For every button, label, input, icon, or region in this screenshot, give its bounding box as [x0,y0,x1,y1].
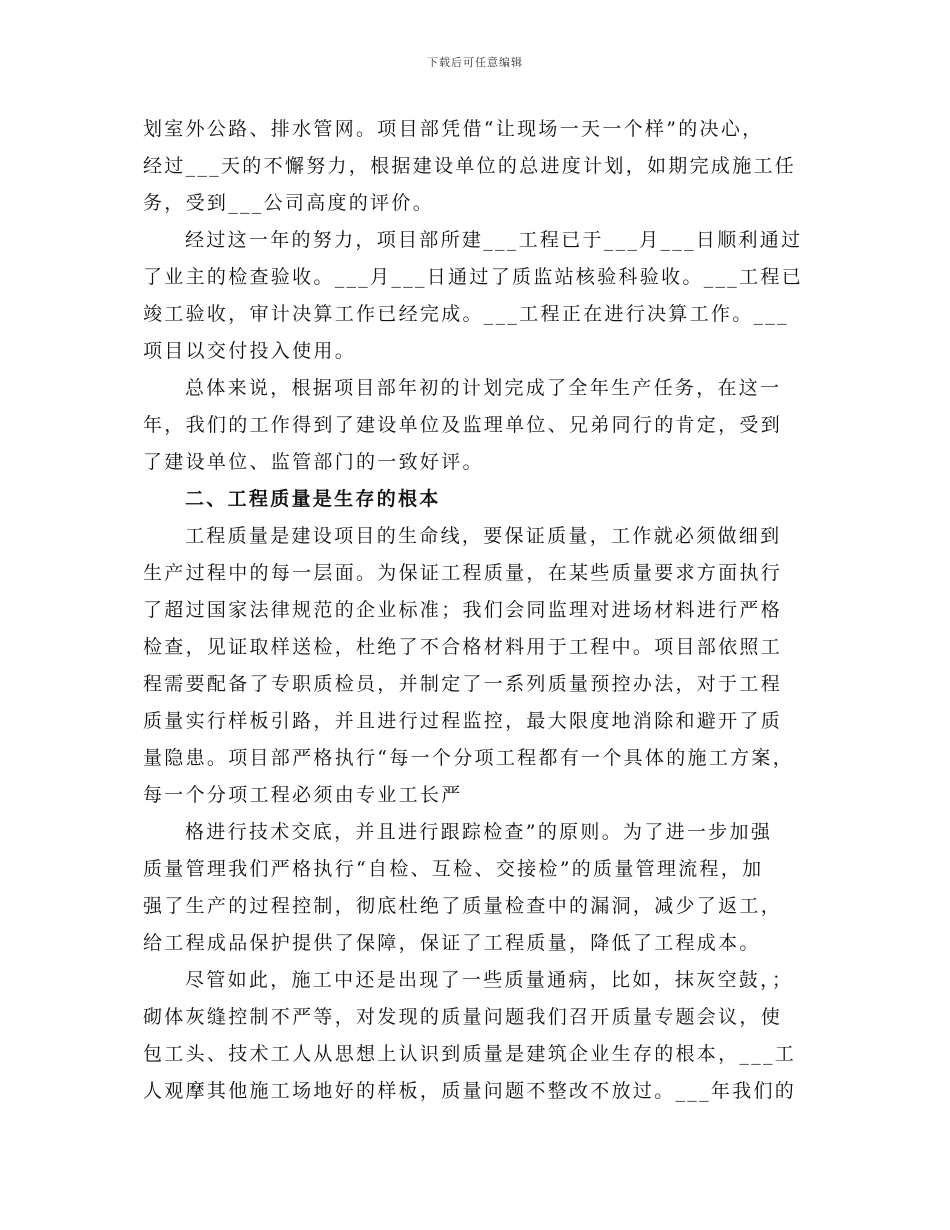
page-header: 下载后可任意编辑 [427,56,523,69]
text-line: 经过___天的不懈努力，根据建设单位的总进度计划，如期完成施工任 [143,155,797,177]
text-line: 年，我们的工作得到了建设单位及监理单位、兄弟同行的肯定，受到 [143,414,783,436]
text-line: 生产过程中的每一层面。为保证工程质量，在某些质量要求方面执行 [143,562,783,584]
text-line: 强了生产的过程控制，彻底杜绝了质量检查中的漏洞，减少了返工， [143,895,783,917]
text-line: 每一个分项工程必须由专业工长严 [143,784,463,806]
document-body [143,111,813,1110]
text-line: 量隐患。项目部严格执行“每一个分项工程都有一个具体的施工方案， [143,747,795,769]
text-line: 了业主的检查验收。___月___日通过了质监站核验科验收。___工程已 [143,266,804,288]
section-heading: 二、工程质量是生存的根本 [185,488,441,510]
text-line: 人观摩其他施工场地好的样板，质量问题不整改不放过。___年我们的 [143,1080,797,1102]
text-line: 检查，见证取样送检，杜绝了不合格材料用于工程中。项目部依照工 [143,636,783,658]
text-line: 包工头、技术工人从思想上认识到质量是建筑企业生存的根本，___工 [143,1043,797,1065]
text-line: 程需要配备了专职质检员，并制定了一系列质量预控办法，对于工程 [143,673,783,695]
text-line: 务，受到___公司高度的评价。 [143,192,435,214]
text-line: 质量管理我们严格执行“自检、互检、交接检”的质量管理流程，加 [143,858,764,880]
text-line: 砌体灰缝控制不严等，对发现的质量问题我们召开质量专题会议，使 [143,1006,783,1028]
text-line: 工程质量是建设项目的生命线，要保证质量，工作就必须做细到 [185,525,782,547]
text-line: 了超过国家法律规范的企业标准；我们会同监理对进场材料进行严格 [143,599,783,621]
text-line: 格进行技术交底，并且进行跟踪检查”的原则。为了进一步加强 [185,821,773,843]
text-line: 给工程成品保护提供了保障，保证了工程质量，降低了工程成本。 [143,932,761,954]
text-line: 总体来说，根据项目部年初的计划完成了全年生产任务，在这一 [185,377,782,399]
text-line: 尽管如此，施工中还是出现了一些质量通病，比如，抹灰空鼓，； [185,969,794,991]
text-line: 划室外公路、排水管网。项目部凭借“让现场一天一个样”的决心， [143,118,764,140]
text-line: 质量实行样板引路，并且进行过程监控，最大限度地消除和避开了质 [143,710,783,732]
text-line: 项目以交付投入使用。 [143,340,357,362]
text-line: 竣工验收，审计决算工作已经完成。___工程正在进行决算工作。___ [143,303,789,325]
text-line: 经过这一年的努力，项目部所建___工程已于___月___日顺利通过 [185,229,803,251]
text-line: 了建设单位、监管部门的一致好评。 [143,451,484,473]
